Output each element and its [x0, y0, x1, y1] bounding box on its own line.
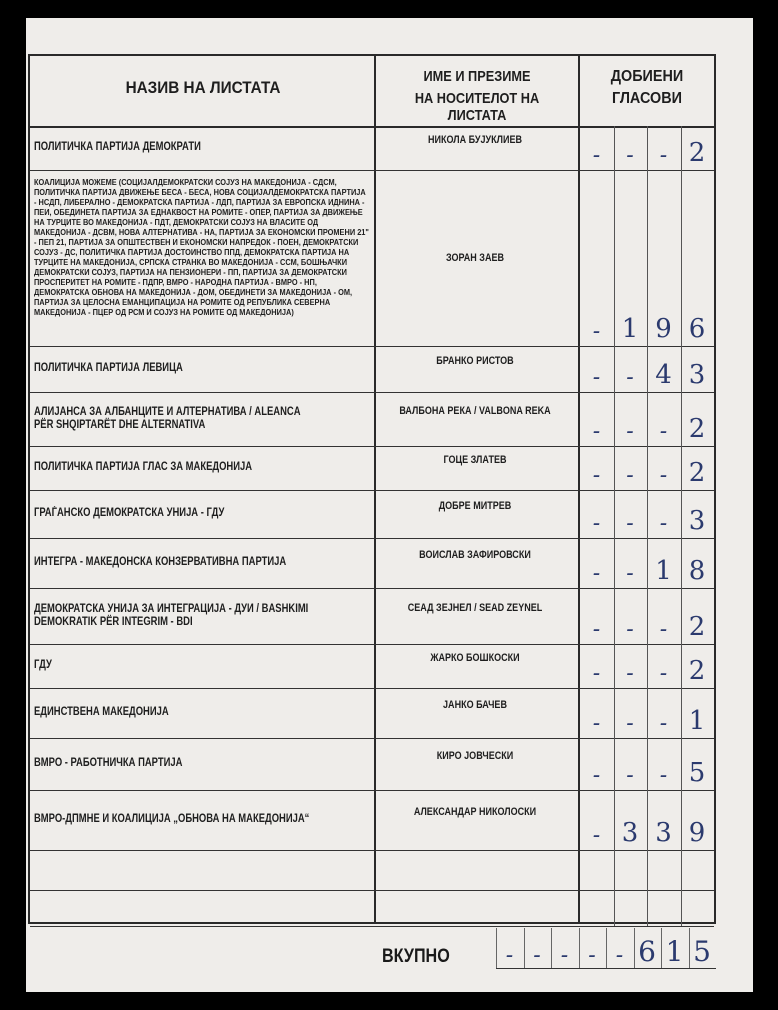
- vote-digit: 2: [688, 656, 706, 686]
- digit-divider: [614, 644, 615, 688]
- table-row: [30, 170, 714, 347]
- digit-divider: [681, 588, 682, 644]
- list-holder-name: ДОБРЕ МИТРЕВ: [438, 500, 512, 512]
- vote-digit: 2: [688, 414, 706, 444]
- vote-digit: -: [659, 419, 668, 444]
- vote-digit: 9: [655, 314, 672, 344]
- digit-divider: [496, 928, 497, 968]
- ballot-sheet: [26, 18, 753, 992]
- table-row: [30, 790, 714, 851]
- digit-divider: [647, 170, 648, 346]
- vote-digit: 1: [621, 314, 639, 344]
- party-name: ИНТЕГРА - МАКЕДОНСКА КОНЗЕРВАТИВНА ПАРТИЈА: [34, 556, 287, 569]
- header-holder-line1: ИМЕ И ПРЕЗИМЕ: [423, 68, 531, 85]
- vote-digit: 3: [688, 506, 706, 536]
- party-name: ПОЛИТИЧКА ПАРТИЈА ДЕМОКРАТИ: [34, 141, 201, 154]
- votes-cell: [580, 170, 714, 346]
- digit-divider: [614, 392, 615, 446]
- digit-divider: [681, 890, 682, 926]
- vote-digit: -: [592, 419, 601, 444]
- vote-digit: -: [592, 661, 601, 686]
- digit-divider: [634, 928, 635, 968]
- party-name: ЕДИНСТВЕНА МАКЕДОНИЈА: [34, 706, 169, 719]
- votes-cell: [580, 392, 714, 446]
- party-name: ПОЛИТИЧКА ПАРТИЈА ГЛАС ЗА МАКЕДОНИЈА: [34, 461, 253, 474]
- table-row: [30, 446, 714, 491]
- table-row: [30, 538, 714, 589]
- table-row: [30, 126, 714, 171]
- vote-digit: -: [592, 561, 601, 586]
- vote-digit: -: [626, 711, 634, 736]
- party-name: ПОЛИТИЧКА ПАРТИЈА ЛЕВИЦА: [34, 362, 183, 375]
- list-holder-name: ГОЦЕ ЗЛАТЕВ: [443, 454, 507, 466]
- digit-divider: [681, 644, 682, 688]
- digit-divider: [614, 790, 615, 850]
- vote-digit: 3: [655, 818, 672, 848]
- total-digit: -: [533, 943, 541, 968]
- total-label: ВКУПНО: [381, 946, 450, 967]
- total-votes: [496, 924, 716, 969]
- table-row: [30, 850, 714, 891]
- vote-digit: 4: [655, 360, 672, 390]
- list-holder-name: ЗОРАН ЗАЕВ: [445, 252, 504, 264]
- vote-digit: 8: [688, 556, 706, 586]
- vote-digit: 5: [688, 758, 706, 788]
- digit-divider: [647, 644, 648, 688]
- digit-divider: [579, 928, 580, 968]
- digit-divider: [647, 446, 648, 490]
- vote-digit: -: [592, 365, 601, 390]
- list-holder-name: ЖАРКО БОШКОСКИ: [430, 652, 520, 664]
- digit-divider: [647, 538, 648, 588]
- digit-divider: [681, 490, 682, 538]
- vote-digit: -: [626, 419, 634, 444]
- table-row: [30, 346, 714, 393]
- digit-divider: [661, 928, 662, 968]
- digit-divider: [647, 688, 648, 738]
- digit-divider: [681, 790, 682, 850]
- votes-cell-empty: [580, 890, 714, 926]
- votes-cell: [580, 588, 714, 644]
- digit-divider: [551, 928, 552, 968]
- vote-digit: -: [659, 661, 668, 686]
- votes-cell: [580, 446, 714, 490]
- vote-digit: 3: [621, 818, 639, 848]
- table-row: [30, 688, 714, 739]
- header-list-name: НАЗИВ НА ЛИСТАТА: [125, 78, 281, 97]
- vote-digit: 1: [688, 706, 706, 736]
- table-row: [30, 644, 714, 689]
- total-digit: -: [505, 943, 514, 968]
- table-row: [30, 588, 714, 645]
- vote-digit: -: [592, 823, 601, 848]
- digit-divider: [614, 538, 615, 588]
- list-holder-name: ВОИСЛАВ ЗАФИРОВСКИ: [419, 549, 531, 561]
- vote-digit: -: [592, 463, 601, 488]
- vote-digit: 1: [655, 556, 672, 586]
- vote-digit: -: [626, 365, 634, 390]
- total-digit: -: [588, 943, 596, 968]
- party-name: ГДУ: [34, 659, 52, 672]
- vote-digit: -: [592, 319, 601, 344]
- header-holder-line2: НА НОСИТЕЛОТ НА ЛИСТАТА: [414, 90, 540, 124]
- vote-digit: 9: [688, 818, 706, 848]
- votes-cell-empty: [580, 850, 714, 890]
- vote-digit: -: [659, 763, 668, 788]
- digit-divider: [681, 170, 682, 346]
- digit-divider: [614, 346, 615, 392]
- votes-cell: [580, 538, 714, 588]
- vote-digit: -: [659, 711, 668, 736]
- header-votes-line2: ГЛАСОВИ: [612, 90, 682, 107]
- vote-digit: -: [626, 143, 634, 168]
- vote-digit: 2: [688, 458, 706, 488]
- vote-digit: -: [592, 511, 601, 536]
- list-holder-name: КИРО ЈОВЧЕСКИ: [436, 750, 514, 762]
- digit-divider: [681, 446, 682, 490]
- digit-divider: [681, 346, 682, 392]
- table-row: [30, 890, 714, 927]
- digit-divider: [614, 850, 615, 890]
- digit-divider: [614, 126, 615, 170]
- digit-divider: [647, 126, 648, 170]
- party-name: ВМРО-ДПМНЕ И КОАЛИЦИЈА „ОБНОВА НА МАКЕДОНИЈА“: [34, 813, 310, 826]
- vote-digit: -: [592, 143, 601, 168]
- party-name: КОАЛИЦИЈА МОЖЕМЕ (СОЦИЈАЛДЕМОКРАТСКИ СОЈУЗ НА МАКЕДОНИЈА - СДСМ, ПОЛИТИЧКА ПАРТИЈА ДВИЖЕЊЕ БЕСА - БЕСА, НОВА СОЦИЈАЛДЕМОКРАТСКА ПАРТИЈА - НСДП, ЛИБЕРАЛНО - ДЕМОКРАТСКА ПАРТИЈА - ЛДП, ПАРТИЈА ЗА ЕВРОПСКА ИДНИНА - ПЕИ, ОБЕДИНЕТА ПАРТИЈА ЗА ЕДНАКВОСТ НА РОМИТЕ - ОПЕР, ПАРТИЈА ЗА ДВИЖЕЊЕ НА ТУРЦИТЕ ВО МАКЕДОНИЈА - ПДТ, ДЕМОКРАТСКИ СОЈУЗ НА ВЛАСИТЕ ОД МАКЕДОНИЈА - ДСВМ, НОВА АЛТЕРНАТИВА - НА, ПАРТИЈА ЗА ЕКОНОМСКИ ПРОМЕНИ 21" - ПЕП 21, ПАРТИЈА ЗА ОПШТЕСТВЕН И ЕКОНОМСКИ НАПРЕДОК - ПОЕН, ДЕМОКРАТСКИ СОЈУЗ - ДС, ПОЛИТИЧКА ПАРТИЈА ДОСТОИНСТВО ППД, ДЕМОКРАТСКА ПАРТИЈА НА ТУРЦИТЕ НА МАКЕДОНИЈА, СРПСКА СТРАНКА ВО МАКЕДОНИЈА - ССМ, БОШЊАЧКИ ДЕМОКРАТСКИ СОЈУЗ, ПАРТИЈА НА ПЕНЗИОНЕРИ - ПП, ПАРТИЈА ЗА ДЕМОКРАТСКИ ПРОСПЕРИТЕТ НА РОМИТЕ - ПДПР, ВМРО - НАРОДНА ПАРТИЈА - ВМРО - НП, ДЕМОКРАТСКА ОБНОВА НА МАКЕДОНИЈА - ДОМ, ОБЕДИНЕТИ ЗА МАКЕДОНИЈА - ОМ, ПАРТИЈА ЗА ЦЕЛОСНА ЕМАНЦИПАЦИЈА НА РОМИТЕ ОД РЕПУБЛИКА СЕВЕРНА МАКЕДОНИЈА - ПЦЕР ОД РСМ И СОЈУЗ НА РОМИТЕ ОД МАКЕДОНИЈА): [34, 177, 369, 317]
- digit-divider: [524, 928, 525, 968]
- vote-digit: -: [592, 617, 601, 642]
- vote-digit: -: [626, 617, 634, 642]
- vote-digit: 6: [688, 314, 706, 344]
- party-name: АЛИЈАНСА ЗА АЛБАНЦИТЕ И АЛТЕРНАТИВА / ALEANCA PËR SHQIPTARËT DHE ALTERNATIVA: [34, 405, 301, 431]
- votes-cell: [580, 126, 714, 170]
- digit-divider: [614, 446, 615, 490]
- vote-digit: -: [626, 561, 634, 586]
- list-holder-name: АЛЕКСАНДАР НИКОЛОСКИ: [413, 806, 537, 818]
- total-digit: 1: [665, 935, 684, 968]
- digit-divider: [614, 688, 615, 738]
- digit-divider: [647, 790, 648, 850]
- list-holder-name: СЕАД ЗЕЈНЕЛ / SEAD ZEYNEL: [407, 602, 543, 614]
- vote-digit: -: [592, 711, 601, 736]
- digit-divider: [647, 588, 648, 644]
- header-votes-line1: ДОБИЕНИ: [610, 68, 684, 85]
- vote-digit: -: [659, 143, 668, 168]
- list-holder-name: ЈАНКО БАЧЕВ: [443, 699, 507, 711]
- vote-digit: -: [659, 463, 668, 488]
- digit-divider: [647, 346, 648, 392]
- votes-cell: [580, 346, 714, 392]
- votes-cell: [580, 644, 714, 688]
- digit-divider: [681, 850, 682, 890]
- digit-divider: [647, 890, 648, 926]
- party-name: ДЕМОКРАТСКА УНИЈА ЗА ИНТЕГРАЦИЈА - ДУИ / BASHKIMI DEMOKRATIK PËR INTEGRIM - BDI: [34, 602, 309, 628]
- results-table: [28, 54, 716, 924]
- party-name: ВМРО - РАБОТНИЧКА ПАРТИЈА: [34, 757, 183, 770]
- vote-digit: -: [626, 511, 634, 536]
- digit-divider: [647, 490, 648, 538]
- digit-divider: [681, 688, 682, 738]
- digit-divider: [681, 392, 682, 446]
- digit-divider: [681, 538, 682, 588]
- total-digit: -: [560, 943, 569, 968]
- digit-divider: [614, 170, 615, 346]
- table-row: [30, 490, 714, 539]
- list-holder-name: НИКОЛА БУЈУКЛИЕВ: [428, 134, 522, 146]
- vote-digit: -: [626, 763, 634, 788]
- digit-divider: [606, 928, 607, 968]
- votes-cell: [580, 790, 714, 850]
- digit-divider: [614, 738, 615, 790]
- votes-cell: [580, 490, 714, 538]
- total-digit: 5: [693, 935, 711, 968]
- vote-digit: 3: [688, 360, 706, 390]
- table-header: [30, 56, 714, 128]
- vote-digit: -: [626, 463, 634, 488]
- digit-divider: [681, 126, 682, 170]
- votes-cell: [580, 688, 714, 738]
- list-holder-name: ВАЛБОНА РЕКА / VALBONA REKA: [399, 405, 551, 417]
- vote-digit: -: [592, 763, 601, 788]
- total-digit: 6: [638, 935, 656, 968]
- digit-divider: [647, 738, 648, 790]
- digit-divider: [647, 392, 648, 446]
- digit-divider: [614, 490, 615, 538]
- vote-digit: -: [659, 617, 668, 642]
- list-holder-name: БРАНКО РИСТОВ: [436, 355, 514, 367]
- digit-divider: [647, 850, 648, 890]
- total-digit: -: [615, 943, 624, 968]
- digit-divider: [689, 928, 690, 968]
- digit-divider: [681, 738, 682, 790]
- vote-digit: -: [659, 511, 668, 536]
- vote-digit: -: [626, 661, 634, 686]
- table-row: [30, 738, 714, 791]
- votes-cell: [580, 738, 714, 790]
- party-name: ГРАЃАНСКО ДЕМОКРАТСКА УНИЈА - ГДУ: [34, 507, 225, 520]
- vote-digit: 2: [688, 138, 706, 168]
- digit-divider: [614, 890, 615, 926]
- digit-divider: [614, 588, 615, 644]
- table-row: [30, 392, 714, 447]
- vote-digit: 2: [688, 612, 706, 642]
